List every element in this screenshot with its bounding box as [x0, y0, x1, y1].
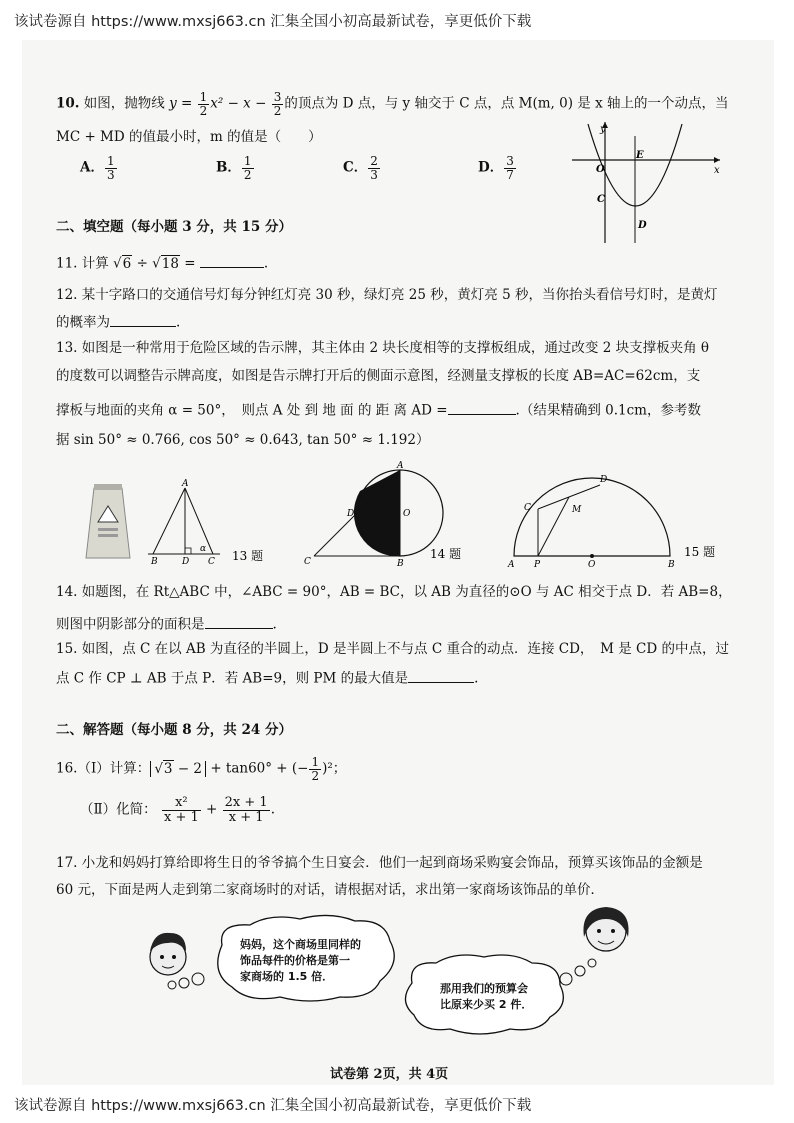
- boy-avatar-icon: [150, 933, 186, 975]
- q14-line1: 14. 如题图，在 Rt△ABC 中，∠ABC = 90°，AB = BC，以 AB 为直径的⊙O 与 AC 相交于点 D．若 AB=8，: [56, 584, 732, 600]
- q13-answer-blank[interactable]: [448, 400, 516, 415]
- q16-part2: （Ⅱ）化简： $\frac{\text{x²}}{x + 1}$ + $\frac{2x + 1}{x + 1}$ .: [80, 795, 275, 825]
- fig15-label-d: D: [600, 475, 608, 485]
- q15-answer-blank[interactable]: [408, 668, 474, 683]
- figure-13: [78, 466, 268, 566]
- q10-fig-label-y: y: [600, 124, 606, 135]
- page-footer: 试卷第 2页，共 4页: [330, 1067, 449, 1082]
- q10-fig-label-x: x: [714, 165, 720, 176]
- warning-sign-photo-icon: [86, 484, 130, 558]
- q13-line3: 撑板与地面的夹角 α = 50°， 则点 A 处 到 地 面 的 距 离 AD = .（结果精确到 0.1cm，参考数: [56, 400, 701, 420]
- q10-option-c: C． $\frac{2}{3}$: [343, 154, 378, 182]
- q10-fig-label-d: D: [638, 220, 647, 231]
- q12-answer-blank[interactable]: [110, 312, 176, 327]
- q11-line: 11. 计算 √6 ÷ √18 = .: [56, 253, 268, 273]
- q15-line2: 点 C 作 CP ⊥ AB 于点 P．若 AB=9，则 PM 的最大值是 .: [56, 668, 478, 688]
- speech-bubble-1-text: 妈妈，这个商场里同样的 饰品每件的价格是第一 家商场的 1.5 倍．: [240, 938, 361, 983]
- q13-line1: 13. 如图是一种常用于危险区域的告示牌，其主体由 2 块长度相等的支撑板组成，通过改变 2 块支撑板夹角 θ: [56, 340, 710, 356]
- fig15-label-p: P: [534, 560, 541, 570]
- q17-line2: 60 元，下面是两人走到第二家商场时的对话，请根据对话，求出第一家商场该饰品的单价．: [56, 882, 604, 898]
- fig14-label-d: D: [347, 509, 355, 519]
- fig13-label-a: A: [182, 479, 189, 489]
- mother-avatar-icon: [583, 907, 628, 951]
- q10-frac1: $\frac{1}{2}$: [199, 90, 208, 118]
- fig14-caption: 14 题: [430, 547, 462, 561]
- q14-line2: 则图中阴影部分的面积是 .: [56, 614, 277, 634]
- q14-answer-blank[interactable]: [205, 614, 273, 629]
- fig14-label-a: A: [397, 461, 404, 471]
- q10-line1: 10. 如图，抛物线 y = $\frac{1}{2}$ x² − x − $\frac{3}{2}$ 的顶点为 D 点，与 y 轴交于 C 点，点 M(m, 0) 是 x 轴上的一个动点，当: [56, 90, 729, 118]
- q10-line2: MC + MD 的值最小时，m 的值是（ ）: [56, 129, 322, 145]
- section-solution-title: 二、解答题（每小题 8 分，共 24 分）: [56, 722, 292, 738]
- q10-fig-label-o: O: [596, 164, 605, 175]
- q10-parabola-figure: [570, 118, 730, 248]
- fig13-label-alpha: α: [200, 544, 207, 554]
- q10-fig-label-e: E: [636, 150, 644, 161]
- q15-line1: 15. 如图，点 C 在以 AB 为直径的半圆上，D 是半圆上不与点 C 重合的动点．连接 CD， M 是 CD 的中点，过: [56, 641, 729, 657]
- fig15-label-m: M: [572, 505, 582, 515]
- q17-dialogue-illustration: [140, 905, 660, 1055]
- figure-15: [508, 470, 728, 570]
- q12-line2: 的概率为 .: [56, 312, 180, 332]
- q13-line2: 的度数可以调整告示牌高度，如图是告示牌打开后的侧面示意图，经测量支撑板的长度 AB=AC=62cm，支: [56, 368, 701, 384]
- q16-part1: 16.（Ⅰ）计算： √3 − 2 + tan60° + (− $\frac{1}{2}$ )²；: [56, 755, 347, 783]
- source-banner-bottom: 该试卷源自 https://www.mxsj663.cn 汇集全国小初高最新试卷，享更低价下载: [14, 1098, 532, 1114]
- fig15-label-a: A: [508, 560, 515, 570]
- fig15-label-o: O: [588, 560, 596, 570]
- q10-frac2: $\frac{3}{2}$: [273, 90, 282, 118]
- q10-option-a: A． $\frac{1}{3}$: [80, 154, 115, 182]
- fig13-label-d: D: [182, 557, 190, 567]
- fig15-label-b: B: [668, 560, 675, 570]
- q13-line4: 据 sin 50° ≈ 0.766, cos 50° ≈ 0.643, tan 50° ≈ 1.192）: [56, 432, 430, 448]
- section-fill-in-title: 二、填空题（每小题 3 分，共 15 分）: [56, 219, 292, 235]
- fig14-label-c: C: [304, 557, 311, 567]
- fig13-label-b: B: [151, 557, 158, 567]
- q10-fig-label-c: C: [597, 194, 605, 205]
- figure-14: [300, 460, 470, 570]
- fig13-caption: 13 题: [232, 549, 264, 563]
- q10-option-d: D． $\frac{3}{7}$: [478, 154, 514, 182]
- source-banner-top: 该试卷源自 https://www.mxsj663.cn 汇集全国小初高最新试卷，享更低价下载: [14, 14, 532, 30]
- fig15-caption: 15 题: [684, 545, 716, 559]
- speech-bubble-2-text: 那用我们的预算会 比原来少买 2 件．: [440, 982, 533, 1011]
- fig14-label-b: B: [397, 559, 404, 569]
- q10-option-b: B． $\frac{1}{2}$: [216, 154, 252, 182]
- q17-line1: 17. 小龙和妈妈打算给即将生日的爷爷搞个生日宴会．他们一起到商场采购宴会饰品，预算买该饰品的金额是: [56, 855, 703, 871]
- fig14-label-o: O: [403, 509, 411, 519]
- q12-line1: 12. 某十字路口的交通信号灯每分钟红灯亮 30 秒，绿灯亮 25 秒，黄灯亮 5 秒，当你抬头看信号灯时，是黄灯: [56, 287, 718, 303]
- q11-answer-blank[interactable]: [200, 253, 264, 268]
- fig15-label-c: C: [524, 503, 531, 513]
- fig13-label-c: C: [208, 557, 215, 567]
